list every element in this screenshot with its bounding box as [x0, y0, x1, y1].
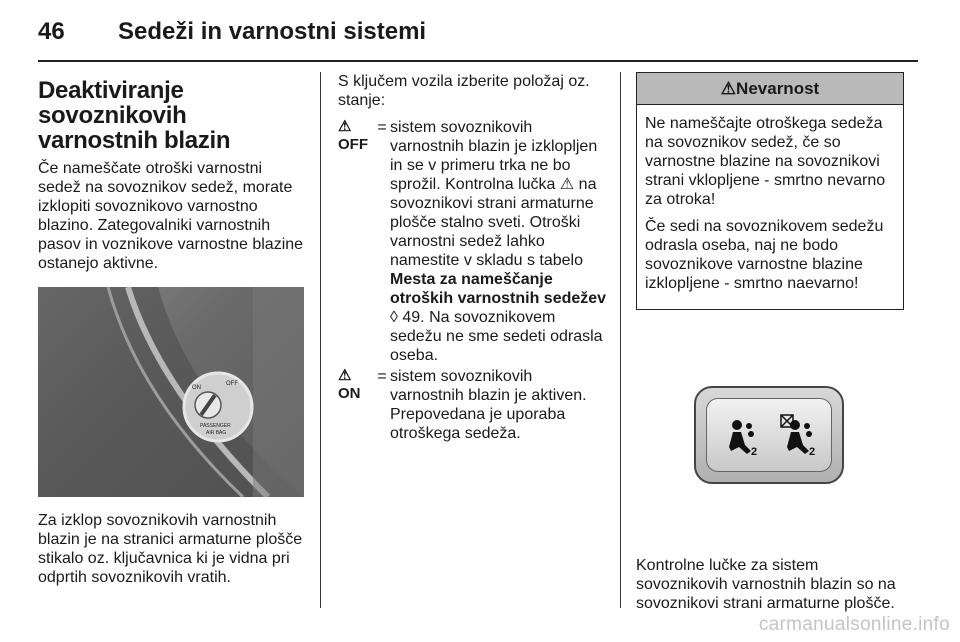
airbag-on-symbol [338, 367, 374, 445]
airbag-off-indicator-icon [781, 415, 815, 458]
watermark: carmanualsonline.info [758, 614, 950, 635]
switch-label-airbag: AIR BAG [206, 430, 227, 436]
page-title: Sedeži in varnostni sistemi [118, 18, 427, 45]
outro-paragraph: Za izklop sovoznikovih varnostnih blazin je na stranici armaturne plošče stikalo oz. ključavnica ki je vidna pri odprtih sovoznikovih vratih. [38, 512, 303, 586]
svg-text:2: 2 [809, 446, 816, 458]
switch-label-on: ON [192, 385, 201, 391]
child-seat-table-link[interactable]: Mesta za nameščanje otroških varnostnih sedežev [390, 271, 607, 307]
state-definitions [338, 118, 610, 445]
intro-paragraph: Če nameščate otroški varnostni sedež na sovoznikov sedež, morate izklopiti sovoznikovo varnostno blazino. Zategovalniki varnostnih pasov in voznikove varnostne blazine ostanejo aktivne. [38, 160, 304, 272]
column-right [636, 72, 904, 613]
column-left [38, 72, 306, 601]
select-state-intro: S ključem vozila izberite položaj oz. stanje: [338, 73, 590, 109]
equals-sign: = [377, 368, 387, 385]
airbag-off-icon: ⚠ [338, 118, 352, 135]
danger-warning-box [636, 72, 904, 310]
airbag-on-icon: ⚠ [338, 367, 352, 384]
airbag-off-lamp-icon: ⚠ [559, 176, 575, 193]
page-header [38, 18, 918, 58]
page-ref[interactable]: 49. [402, 309, 425, 326]
column-divider-1 [320, 72, 321, 608]
indicator-caption: Kontrolne lučke za sistem sovoznikovih varnostnih blazin so na sovoznikovi strani armaturne plošče. [636, 557, 896, 612]
page-number: 46 [38, 18, 65, 45]
indicator-panel-face [706, 398, 832, 472]
warning-title: Nevarnost [736, 79, 820, 98]
airbag-off-label: OFF [338, 136, 368, 153]
airbag-on-indicator-icon [729, 420, 757, 458]
header-divider [38, 60, 918, 62]
page-ref-arrow-icon: ◊ [390, 309, 398, 326]
switch-label-passenger: PASSENGER [200, 423, 231, 429]
airbag-off-description: sistem sovoznikovih varnostnih blazin je izklopljen in se v primeru trka ne bo sprožil. Kontrolna lučka ⚠ na sovoznikovi strani armaturne plošče stalno sveti. Otroški varnostni sedež lahko namestite v skladu s tabelo Mesta za nameščanje otroških varnostnih sedežev ◊ 49. Na sovoznikovem sedežu ne sme sedeti odrasla oseba. [390, 119, 607, 364]
svg-text:2: 2 [751, 446, 758, 458]
warning-paragraph-1: Ne nameščajte otroškega sedeža na sovoznikov sedež, če so varnostne blazine na sovoznikovi strani vklopljene - smrtno nevarno za otroka! [645, 115, 886, 208]
section-title: Deaktiviranje sovoznikovih varnostnih blazin [38, 77, 231, 154]
warning-paragraph-2: Če sedi na sovoznikovem sedežu odrasla oseba, naj ne bodo sovoznikove varnostne blazine izklopljene - smrtno naevarno! [645, 218, 884, 292]
switch-label-off: OFF [226, 381, 238, 387]
column-middle [338, 72, 610, 445]
airbag-switch-illustration [38, 287, 304, 497]
column-divider-2 [620, 72, 621, 608]
warning-triangle-icon: ⚠ [720, 79, 737, 98]
equals-sign: = [377, 119, 387, 136]
airbag-switch-photo [38, 287, 304, 497]
airbag-indicator-illustration [636, 328, 902, 542]
warning-header [637, 73, 903, 105]
indicator-panel [694, 386, 844, 484]
indicator-symbols [707, 399, 833, 473]
airbag-on-description: sistem sovoznikovih varnostnih blazin je aktiven. Prepovedana je uporaba otroškega sedeža. [390, 368, 587, 442]
warning-body [637, 105, 903, 309]
airbag-on-label: ON [338, 385, 361, 402]
airbag-off-symbol [338, 118, 374, 367]
